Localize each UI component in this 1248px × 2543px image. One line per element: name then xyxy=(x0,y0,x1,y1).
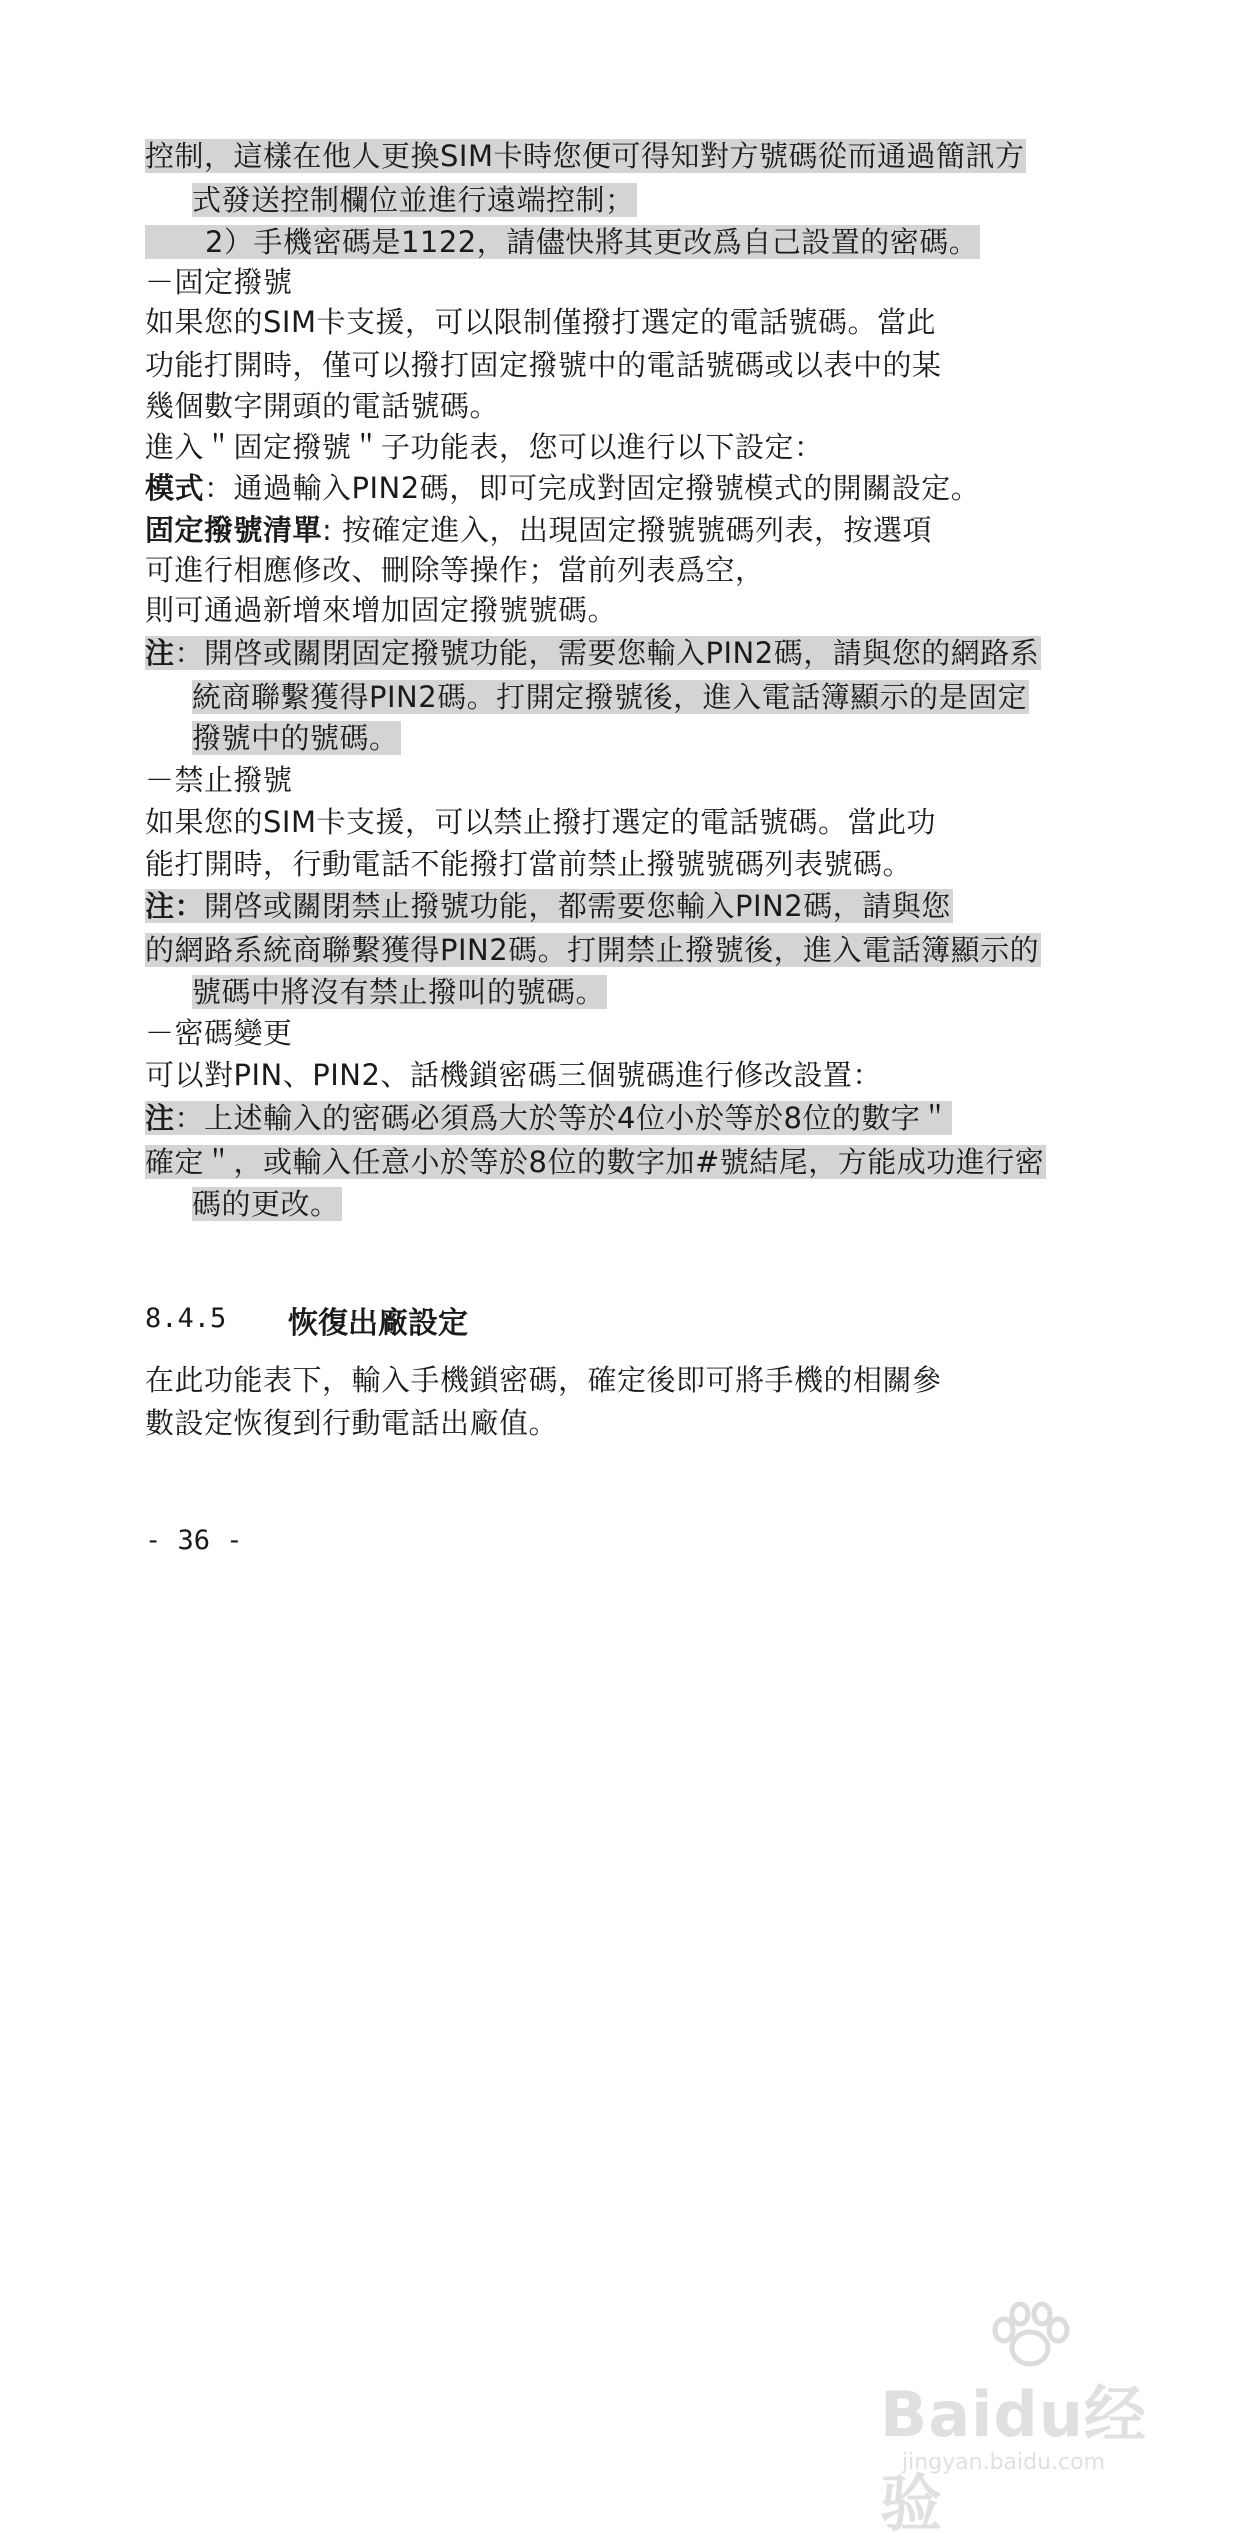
highlighted-text: 號碼中將沒有禁止撥叫的號碼。 xyxy=(192,975,606,1009)
text-line: 可進行相應修改、刪除等操作；當前列表爲空， xyxy=(145,553,765,587)
text-line xyxy=(192,180,637,220)
bold-label: 模式 xyxy=(145,471,205,505)
highlighted-text: 控制，這樣在他人更換SIM卡時您便可得知對方號碼從而通過簡訊方 xyxy=(145,139,1025,173)
watermark-url: jingyan.baidu.com xyxy=(902,2450,1106,2475)
baidu-watermark xyxy=(880,2300,1200,2540)
subheading-fixed-dialing: －固定撥號 xyxy=(145,265,293,299)
highlighted-text: 2）手機密碼是1122，請儘快將其更改爲自己設置的密碼。 xyxy=(145,225,980,259)
note-line xyxy=(192,677,1029,717)
highlighted-text: 確定＂，或輸入任意小於等於8位的數字加#號結尾，方能成功進行密 xyxy=(145,1145,1045,1179)
text-line: 幾個數字開頭的電話號碼。 xyxy=(145,389,500,423)
note-label: 注： xyxy=(145,889,205,923)
highlighted-text: 撥號中的號碼。 xyxy=(192,721,399,755)
note-line xyxy=(145,886,953,926)
note-line xyxy=(145,633,1041,673)
subheading-barred-dialing: －禁止撥號 xyxy=(145,763,293,797)
highlighted-text: 統商聯繫獲得PIN2碼。打開定撥號後，進入電話簿顯示的是固定 xyxy=(192,680,1028,714)
note-line xyxy=(192,1184,342,1224)
subheading-password-change: －密碼變更 xyxy=(145,1016,293,1050)
note-line xyxy=(192,972,607,1012)
text-line: 功能打開時，僅可以撥打固定撥號中的電話號碼或以表中的某 xyxy=(145,348,942,382)
highlighted-text: 式發送控制欄位並進行遠端控制； xyxy=(192,183,635,217)
note-line xyxy=(145,1098,952,1138)
highlighted-text: ：上述輸入的密碼必須爲大於等於4位小於等於8位的數字＂ xyxy=(174,1101,950,1135)
text-line: 數設定恢復到行動電話出廠值。 xyxy=(145,1406,559,1440)
note-label: 注 xyxy=(145,1101,175,1135)
text-span: : 按確定進入，出現固定撥號號碼列表，按選項 xyxy=(322,513,933,547)
note-line xyxy=(145,1142,1046,1182)
highlighted-text: 的網路系統商聯繫獲得PIN2碼。打開禁止撥號後，進入電話簿顯示的 xyxy=(145,933,1040,967)
text-line xyxy=(145,222,980,262)
text-line: 如果您的SIM卡支援，可以限制僅撥打選定的電話號碼。當此 xyxy=(145,305,936,339)
paw-icon xyxy=(980,2300,1080,2370)
note-label: 注 xyxy=(145,636,175,670)
text-line xyxy=(145,468,980,508)
highlighted-text: 開啓或關閉禁止撥號功能，都需要您輸入PIN2碼，請與您 xyxy=(204,889,951,923)
note-line xyxy=(192,718,401,758)
text-line xyxy=(145,136,1026,176)
text-line: 如果您的SIM卡支援，可以禁止撥打選定的電話號碼。當此功 xyxy=(145,805,936,839)
section-title: 恢復出廠設定 xyxy=(288,1306,468,1341)
highlighted-text: ：開啓或關閉固定撥號功能，需要您輸入PIN2碼，請與您的網路系 xyxy=(174,636,1040,670)
note-line xyxy=(145,930,1041,970)
text-line: 進入＂固定撥號＂子功能表，您可以進行以下設定： xyxy=(145,430,824,464)
page-number: - 36 - xyxy=(145,1525,243,1556)
bold-label: 固定撥號清單 xyxy=(145,513,323,547)
text-line xyxy=(145,510,932,550)
text-line: 可以對PIN、PIN2、話機鎖密碼三個號碼進行修改設置： xyxy=(145,1058,882,1092)
text-span: ：通過輸入PIN2碼，即可完成對固定撥號模式的開關設定。 xyxy=(204,471,981,505)
text-line: 則可通過新增來增加固定撥號號碼。 xyxy=(145,593,618,627)
watermark-brand: Baidu经验 xyxy=(880,2378,1147,2540)
highlighted-text: 碼的更改。 xyxy=(192,1187,340,1221)
section-number: 8.4.5 xyxy=(145,1303,227,1334)
text-line: 能打開時，行動電話不能撥打當前禁止撥號號碼列表號碼。 xyxy=(145,847,913,881)
text-line: 在此功能表下，輸入手機鎖密碼，確定後即可將手機的相關參 xyxy=(145,1363,942,1397)
